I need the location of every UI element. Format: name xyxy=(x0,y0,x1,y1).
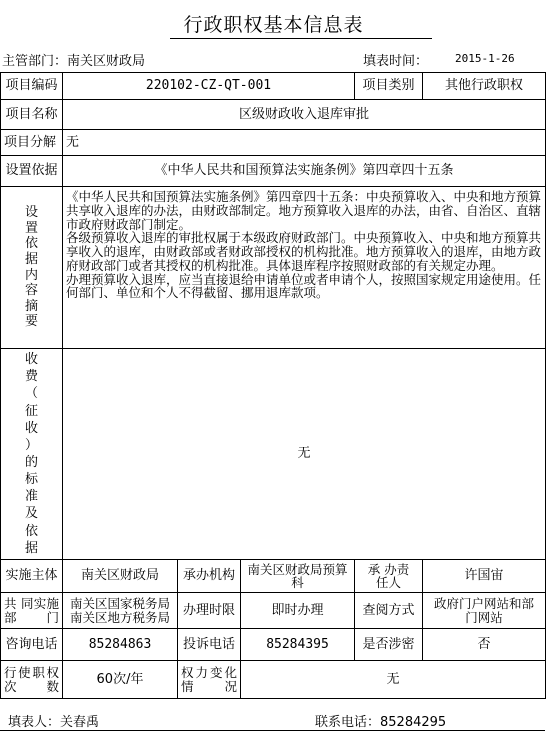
deadline-label: 办理时限 xyxy=(178,593,241,629)
page-title: 行政职权基本信息表 xyxy=(183,14,364,36)
basis-paragraph: 各级预算收入退库的审批权属于本级政府财政部门。中央预算收入、中央和地方预算共享收入的退库，由财政部或者财政部授权的机构批准。地方预算收入的退库，由地方政府财政部门或者其授权的机构批准。具体退库程序按照财政部的有关规定办理。 xyxy=(66,230,542,273)
complaint-label: 投诉电话 xyxy=(178,629,241,661)
dept-label: 主管部门：南关区财政局 xyxy=(2,54,146,69)
subject-value: 南关区财政局 xyxy=(63,560,178,593)
name-label: 项目名称 xyxy=(1,100,63,130)
contact-label: 联系电话：85284295 xyxy=(315,715,447,730)
title-underline xyxy=(170,38,432,39)
person-value: 许国宙 xyxy=(423,560,546,593)
category-value: 其他行政职权 xyxy=(423,73,546,100)
times-value: 60次/年 xyxy=(63,661,178,699)
basis-paragraph: 办理预算收入退库，应当直接退给申请单位或者申请个人，按照国家规定用途使用。任何部门、单位和个人不得截留、挪用退库款项。 xyxy=(66,271,542,301)
basis-paragraph: 《中华人民共和国预算法实施条例》第四章四十五条：中央预算收入、中央和地方预算共享收入退库的办法，由财政部制定。地方预算收入退库的办法，由省、自治区、直辖市政府财政部门制定。 xyxy=(66,189,542,232)
joint-value: 南关区国家税务局南关区地方税务局 xyxy=(63,593,178,629)
deadline-value: 即时办理 xyxy=(241,593,355,629)
subdivide-label: 项目分解 xyxy=(1,130,63,156)
basis-label: 设置依据 xyxy=(1,156,63,187)
subdivide-value: 无 xyxy=(63,130,546,156)
query-label: 查阅方式 xyxy=(355,593,423,629)
code-label: 项目编码 xyxy=(1,73,63,100)
secret-label: 是否涉密 xyxy=(355,629,423,661)
change-value: 无 xyxy=(241,661,546,699)
code-value: 220102-CZ-QT-001 xyxy=(63,73,355,100)
filler-label: 填表人：关春禹 xyxy=(8,715,100,730)
date-label: 填表时间： xyxy=(363,54,429,69)
change-label: 权力变化情 况 xyxy=(178,661,241,699)
name-value: 区级财政收入退库审批 xyxy=(63,100,546,130)
info-table xyxy=(0,72,546,699)
subject-label: 实施主体 xyxy=(1,560,63,593)
complaint-value: 85284395 xyxy=(241,629,355,661)
basis-content-text xyxy=(63,187,546,349)
person-label: 承 办责任人 xyxy=(355,560,423,593)
agency-label: 承办机构 xyxy=(178,560,241,593)
joint-label: 共 同实施部门 xyxy=(1,593,63,629)
fee-label: 收 费 （ 征 收 ） 的 标 准 及 依 据 xyxy=(1,349,63,560)
page-bottom-divider xyxy=(0,730,545,731)
fee-value: 无 xyxy=(63,349,546,560)
date-value: 2015-1-26 xyxy=(455,52,515,65)
phone-value: 85284863 xyxy=(63,629,178,661)
basis-value: 《中华人民共和国预算法实施条例》第四章四十五条 xyxy=(63,156,546,187)
agency-value: 南关区财政局预算科 xyxy=(241,560,355,593)
query-value: 政府门户网站和部门网站 xyxy=(423,593,546,629)
phone-label: 咨询电话 xyxy=(1,629,63,661)
times-label: 行使职权次 数 xyxy=(1,661,63,699)
basis-content-label: 设 置 依 据 内 容 摘 要 xyxy=(1,187,63,349)
secret-value: 否 xyxy=(423,629,546,661)
category-label: 项目类别 xyxy=(355,73,423,100)
